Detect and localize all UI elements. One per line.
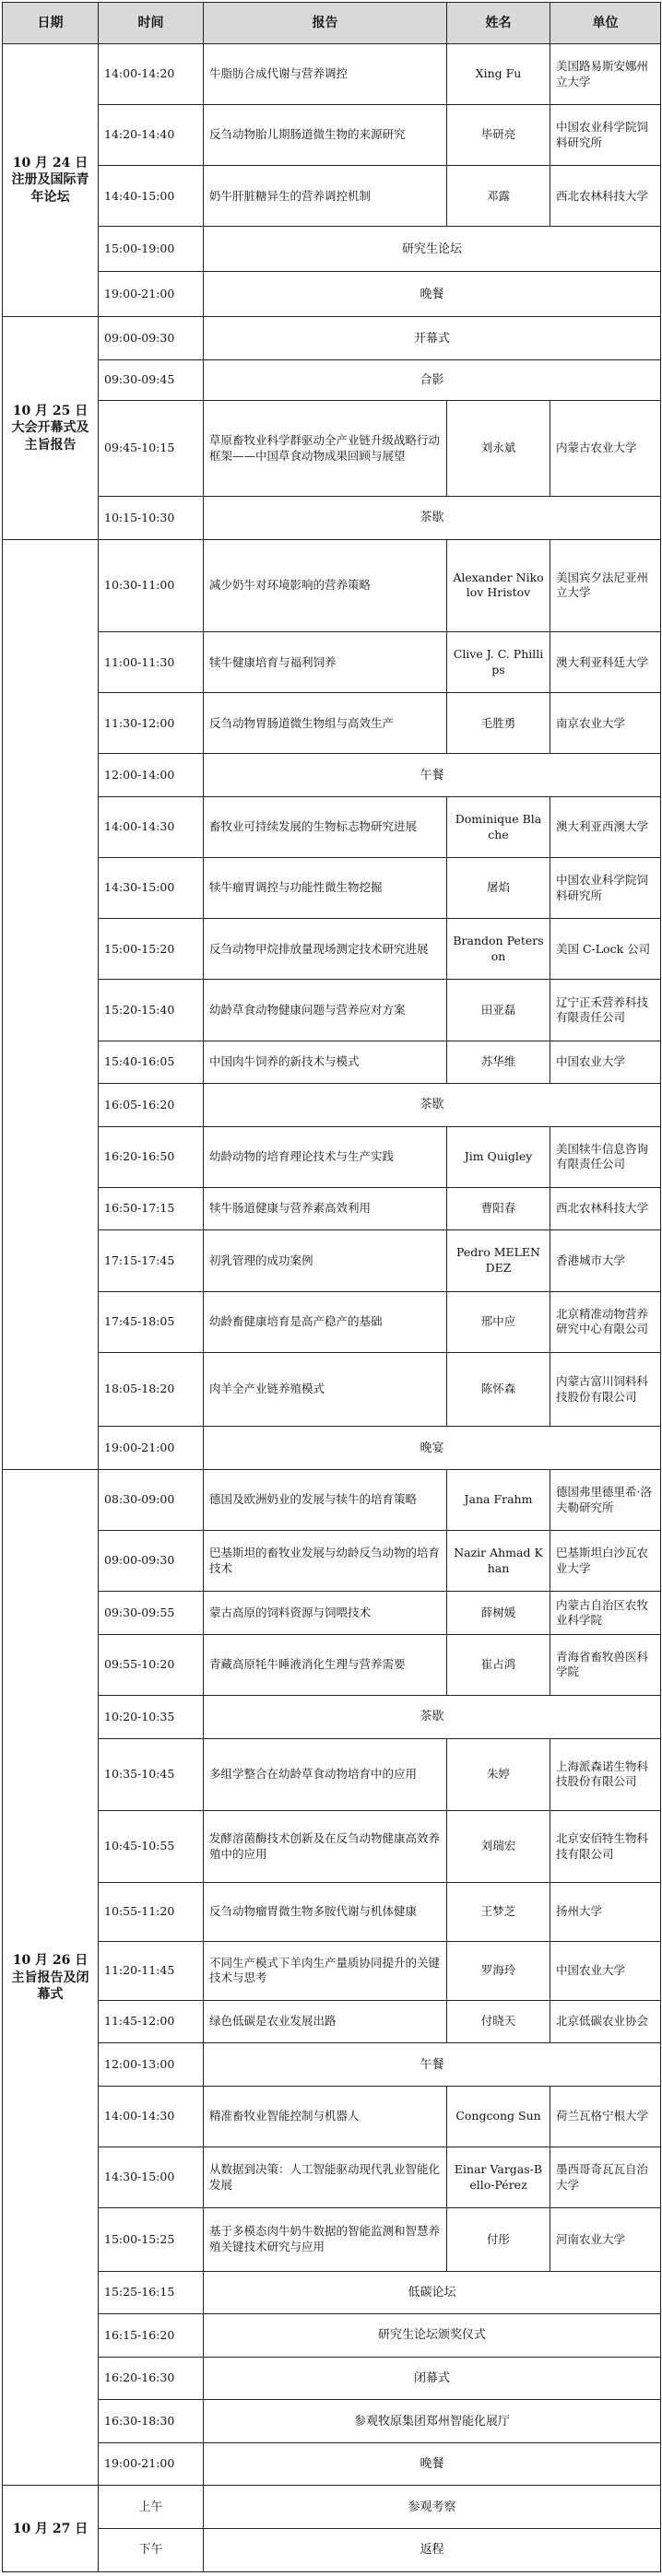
schedule-row xyxy=(3,1352,661,1427)
speaker-unit: 河南农业大学 xyxy=(550,2208,661,2272)
report-title: 绿色低碳是农业发展出路 xyxy=(204,2000,447,2043)
speaker-name: Jim Quigley xyxy=(447,1126,550,1187)
session-break-row xyxy=(3,2486,661,2529)
time-cell: 15:20-15:40 xyxy=(99,980,204,1041)
report-title: 减少奶牛对环境影响的营养策略 xyxy=(204,539,447,631)
report-title: 犊牛肠道健康与营养素高效利用 xyxy=(204,1187,447,1230)
session-break-row xyxy=(3,272,661,317)
time-cell: 11:30-12:00 xyxy=(99,693,204,754)
session-break-row xyxy=(3,2442,661,2486)
speaker-name: 王梦芝 xyxy=(447,1883,550,1942)
speaker-name: 朱婷 xyxy=(447,1738,550,1810)
time-cell: 10:30-11:00 xyxy=(99,539,204,631)
day-label xyxy=(3,539,99,1469)
speaker-name: 田亚磊 xyxy=(447,980,550,1041)
header-time: 时间 xyxy=(99,3,204,44)
session-break-row xyxy=(3,2314,661,2358)
speaker-unit: 美国 C-Lock 公司 xyxy=(550,919,661,980)
time-cell: 14:40-15:00 xyxy=(99,166,204,227)
speaker-unit: 青海省畜牧兽医科学院 xyxy=(550,1634,661,1695)
report-title: 多组学整合在幼龄草食动物培育中的应用 xyxy=(204,1738,447,1810)
time-cell: 18:05-18:20 xyxy=(99,1352,204,1427)
time-cell: 上午 xyxy=(99,2486,204,2529)
report-title: 犊牛健康培育与福利饲养 xyxy=(204,632,447,693)
session-break: 参观考察 xyxy=(204,2486,661,2529)
time-cell: 下午 xyxy=(99,2529,204,2572)
schedule-row xyxy=(3,1126,661,1187)
speaker-name: 付彤 xyxy=(447,2208,550,2272)
schedule-row xyxy=(3,1187,661,1230)
time-cell: 11:20-11:45 xyxy=(99,1942,204,2001)
schedule-row xyxy=(3,1470,661,1531)
speaker-unit: 北京精准动物营养研究中心有限公司 xyxy=(550,1291,661,1352)
time-cell: 17:45-18:05 xyxy=(99,1291,204,1352)
speaker-unit: 西北农林科技大学 xyxy=(550,1187,661,1230)
speaker-unit: 西北农林科技大学 xyxy=(550,166,661,227)
report-title: 反刍动物甲烷排放量现场测定技术研究进展 xyxy=(204,919,447,980)
session-break: 闭幕式 xyxy=(204,2357,661,2400)
schedule-row xyxy=(3,1942,661,2001)
speaker-unit: 内蒙古富川饲料科技股份有限公司 xyxy=(550,1352,661,1427)
report-title: 反刍动物胎儿期肠道微生物的来源研究 xyxy=(204,105,447,166)
report-title: 基于多模态肉牛奶牛数据的智能监测和智慧养殖关键技术研究与应用 xyxy=(204,2208,447,2272)
session-break-row xyxy=(3,1427,661,1470)
time-cell: 15:00-19:00 xyxy=(99,227,204,272)
schedule-row xyxy=(3,105,661,166)
report-title: 畜牧业可持续发展的生物标志物研究进展 xyxy=(204,797,447,858)
session-break: 午餐 xyxy=(204,2043,661,2087)
time-cell: 15:40-16:05 xyxy=(99,1041,204,1084)
speaker-unit: 美国犊牛信息咨询有限责任公司 xyxy=(550,1126,661,1187)
schedule-row xyxy=(3,2086,661,2147)
time-cell: 19:00-21:00 xyxy=(99,1427,204,1470)
speaker-unit: 中国农业科学院饲料研究所 xyxy=(550,858,661,919)
session-break-row xyxy=(3,2043,661,2087)
speaker-name: Clive J. C. Phillips xyxy=(447,632,550,693)
time-cell: 15:25-16:15 xyxy=(99,2271,204,2314)
time-cell: 15:00-15:25 xyxy=(99,2208,204,2272)
session-break-row xyxy=(3,497,661,540)
speaker-unit: 荷兰瓦格宁根大学 xyxy=(550,2086,661,2147)
session-break: 开幕式 xyxy=(204,317,661,360)
schedule-row xyxy=(3,858,661,919)
time-cell: 14:30-15:00 xyxy=(99,858,204,919)
schedule-row xyxy=(3,980,661,1041)
speaker-name: Einar Vargas-Bello-Pérez xyxy=(447,2147,550,2208)
speaker-name: Pedro MELENDEZ xyxy=(447,1230,550,1291)
header-name: 姓名 xyxy=(447,3,550,44)
schedule-row xyxy=(3,1634,661,1695)
schedule-row xyxy=(3,1810,661,1882)
time-cell: 10:45-10:55 xyxy=(99,1810,204,1882)
speaker-unit: 中国农业大学 xyxy=(550,1942,661,2001)
report-title: 精准畜牧业智能控制与机器人 xyxy=(204,2086,447,2147)
report-title: 牛脂肪合成代谢与营养调控 xyxy=(204,44,447,105)
schedule-row xyxy=(3,693,661,754)
report-title: 草原畜牧业科学群驱动全产业链升级战略行动框架——中国草食动物成果回顾与展望 xyxy=(204,401,447,497)
speaker-unit: 巴基斯坦白沙瓦农业大学 xyxy=(550,1531,661,1592)
day-label: 10 月 27 日 xyxy=(3,2486,99,2572)
time-cell: 09:55-10:20 xyxy=(99,1634,204,1695)
time-cell: 12:00-14:00 xyxy=(99,754,204,797)
report-title: 反刍动物胃肠道微生物组与高效生产 xyxy=(204,693,447,754)
report-title: 青藏高原牦牛睡液消化生理与营养需要 xyxy=(204,1634,447,1695)
time-cell: 09:45-10:15 xyxy=(99,401,204,497)
speaker-name: 刘永斌 xyxy=(447,401,550,497)
session-break: 晚餐 xyxy=(204,272,661,317)
day-label: 10 月 24 日注册及国际青年论坛 xyxy=(3,44,99,317)
schedule-row xyxy=(3,797,661,858)
session-break: 午餐 xyxy=(204,754,661,797)
session-break: 研究生论坛颁奖仪式 xyxy=(204,2314,661,2358)
session-break-row xyxy=(3,2400,661,2443)
schedule-row xyxy=(3,2000,661,2043)
schedule-table xyxy=(2,2,661,2572)
session-break: 茶歇 xyxy=(204,1696,661,1739)
speaker-name: 陈怀森 xyxy=(447,1352,550,1427)
time-cell: 14:20-14:40 xyxy=(99,105,204,166)
schedule-row xyxy=(3,1531,661,1592)
speaker-name: 曹阳春 xyxy=(447,1187,550,1230)
time-cell: 16:20-16:30 xyxy=(99,2357,204,2400)
schedule-row xyxy=(3,632,661,693)
header-row xyxy=(3,3,661,44)
speaker-unit: 内蒙古自治区农牧业科学院 xyxy=(550,1592,661,1635)
report-title: 德国及欧洲奶业的发展与犊牛的培育策略 xyxy=(204,1470,447,1531)
speaker-name: 刘瑞宏 xyxy=(447,1810,550,1882)
speaker-unit: 中国农业科学院饲料研究所 xyxy=(550,105,661,166)
report-title: 反刍动物瘤胃微生物多胺代谢与机体健康 xyxy=(204,1883,447,1942)
report-title: 肉羊全产业链养殖模式 xyxy=(204,1352,447,1427)
session-break-row xyxy=(3,2357,661,2400)
time-cell: 11:00-11:30 xyxy=(99,632,204,693)
session-break-row xyxy=(3,754,661,797)
session-break-row xyxy=(3,2529,661,2572)
session-break-row xyxy=(3,2271,661,2314)
speaker-name: 苏华维 xyxy=(447,1041,550,1084)
schedule-row xyxy=(3,166,661,227)
schedule-row xyxy=(3,1291,661,1352)
session-break: 茶歇 xyxy=(204,1084,661,1127)
session-break: 研究生论坛 xyxy=(204,227,661,272)
session-break: 返程 xyxy=(204,2529,661,2572)
speaker-name: Brandon Peterson xyxy=(447,919,550,980)
time-cell: 10:20-10:35 xyxy=(99,1696,204,1739)
session-break: 茶歇 xyxy=(204,497,661,540)
schedule-row xyxy=(3,401,661,497)
speaker-unit: 澳大利亚西澳大学 xyxy=(550,797,661,858)
speaker-unit: 美国宾夕法尼亚州立大学 xyxy=(550,539,661,631)
speaker-name: 薛树媛 xyxy=(447,1592,550,1635)
report-title: 不同生产模式下羊肉生产量质协同提升的关键技术与思考 xyxy=(204,1942,447,2001)
speaker-name: 毕研亮 xyxy=(447,105,550,166)
speaker-unit: 美国路易斯安娜州立大学 xyxy=(550,44,661,105)
time-cell: 16:30-18:30 xyxy=(99,2400,204,2443)
day-label: 10 月 26 日主旨报告及闭幕式 xyxy=(3,1470,99,2486)
time-cell: 12:00-13:00 xyxy=(99,2043,204,2087)
time-cell: 09:00-09:30 xyxy=(99,317,204,360)
report-title: 中国肉牛饲养的新技术与模式 xyxy=(204,1041,447,1084)
report-title: 初乳管理的成功案例 xyxy=(204,1230,447,1291)
time-cell: 16:15-16:20 xyxy=(99,2314,204,2358)
speaker-unit: 北京低碳农业协会 xyxy=(550,2000,661,2043)
time-cell: 16:05-16:20 xyxy=(99,1084,204,1127)
speaker-unit: 德国弗里德里希·洛夫勒研究所 xyxy=(550,1470,661,1531)
schedule-row xyxy=(3,919,661,980)
speaker-unit: 内蒙古农业大学 xyxy=(550,401,661,497)
day-label: 10 月 25 日大会开幕式及主旨报告 xyxy=(3,317,99,539)
session-break: 参观牧原集团郑州智能化展厅 xyxy=(204,2400,661,2443)
time-cell: 14:00-14:30 xyxy=(99,797,204,858)
time-cell: 10:35-10:45 xyxy=(99,1738,204,1810)
report-title: 犊牛瘤胃调控与功能性微生物挖掘 xyxy=(204,858,447,919)
session-break-row xyxy=(3,317,661,360)
speaker-unit: 墨西哥奇瓦瓦自治大学 xyxy=(550,2147,661,2208)
session-break-row xyxy=(3,227,661,272)
time-cell: 15:00-15:20 xyxy=(99,919,204,980)
report-title: 幼龄动物的培育理论技术与生产实践 xyxy=(204,1126,447,1187)
session-break-row xyxy=(3,1696,661,1739)
report-title: 奶牛肝脏糖异生的营养调控机制 xyxy=(204,166,447,227)
speaker-unit: 上海派森诺生物科技股份有限公司 xyxy=(550,1738,661,1810)
time-cell: 14:30-15:00 xyxy=(99,2147,204,2208)
speaker-name: 邓露 xyxy=(447,166,550,227)
time-cell: 16:50-17:15 xyxy=(99,1187,204,1230)
schedule-row xyxy=(3,1041,661,1084)
report-title: 幼龄草食动物健康问题与营养应对方案 xyxy=(204,980,447,1041)
speaker-name: 毛胜勇 xyxy=(447,693,550,754)
time-cell: 09:30-09:45 xyxy=(99,359,204,400)
schedule-row xyxy=(3,2147,661,2208)
header-unit: 单位 xyxy=(550,3,661,44)
time-cell: 16:20-16:50 xyxy=(99,1126,204,1187)
header-report: 报告 xyxy=(204,3,447,44)
speaker-unit: 北京安佰特生物科技有限公司 xyxy=(550,1810,661,1882)
speaker-unit: 辽宁正禾营养科技有限责任公司 xyxy=(550,980,661,1041)
speaker-unit: 澳大利亚科廷大学 xyxy=(550,632,661,693)
speaker-unit: 中国农业大学 xyxy=(550,1041,661,1084)
time-cell: 08:30-09:00 xyxy=(99,1470,204,1531)
session-break: 晚宴 xyxy=(204,1427,661,1470)
session-break: 合影 xyxy=(204,359,661,400)
report-title: 蒙古高原的饲料资源与饲喂技术 xyxy=(204,1592,447,1635)
report-title: 从数据到决策：人工智能驱动现代乳业智能化发展 xyxy=(204,2147,447,2208)
session-break: 晚餐 xyxy=(204,2442,661,2486)
speaker-name: 屠焰 xyxy=(447,858,550,919)
time-cell: 11:45-12:00 xyxy=(99,2000,204,2043)
speaker-name: Congcong Sun xyxy=(447,2086,550,2147)
speaker-name: 付晓天 xyxy=(447,2000,550,2043)
time-cell: 17:15-17:45 xyxy=(99,1230,204,1291)
time-cell: 10:15-10:30 xyxy=(99,497,204,540)
schedule-row xyxy=(3,44,661,105)
time-cell: 10:55-11:20 xyxy=(99,1883,204,1942)
speaker-name: Alexander Nikolov Hristov xyxy=(447,539,550,631)
schedule-row xyxy=(3,1592,661,1635)
schedule-row xyxy=(3,1230,661,1291)
speaker-name: 邢中应 xyxy=(447,1291,550,1352)
schedule-body xyxy=(3,44,661,2572)
speaker-name: 罗海玲 xyxy=(447,1942,550,2001)
speaker-unit: 扬州大学 xyxy=(550,1883,661,1942)
time-cell: 09:00-09:30 xyxy=(99,1531,204,1592)
time-cell: 19:00-21:00 xyxy=(99,2442,204,2486)
speaker-name: 崔占鸿 xyxy=(447,1634,550,1695)
speaker-name: Xing Fu xyxy=(447,44,550,105)
time-cell: 14:00-14:30 xyxy=(99,2086,204,2147)
speaker-name: Dominique Blache xyxy=(447,797,550,858)
time-cell: 09:30-09:55 xyxy=(99,1592,204,1635)
time-cell: 19:00-21:00 xyxy=(99,272,204,317)
schedule-row xyxy=(3,539,661,631)
speaker-name: Jana Frahm xyxy=(447,1470,550,1531)
session-break-row xyxy=(3,359,661,400)
time-cell: 14:00-14:20 xyxy=(99,44,204,105)
report-title: 发酵溶菌酶技术创新及在反刍动物健康高效养殖中的应用 xyxy=(204,1810,447,1882)
schedule-row xyxy=(3,1883,661,1942)
schedule-row xyxy=(3,1738,661,1810)
session-break-row xyxy=(3,1084,661,1127)
speaker-unit: 香港城市大学 xyxy=(550,1230,661,1291)
speaker-unit: 南京农业大学 xyxy=(550,693,661,754)
header-date: 日期 xyxy=(3,3,99,44)
session-break: 低碳论坛 xyxy=(204,2271,661,2314)
schedule-row xyxy=(3,2208,661,2272)
speaker-name: Nazir Ahmad Khan xyxy=(447,1531,550,1592)
report-title: 幼龄畜健康培育是高产稳产的基础 xyxy=(204,1291,447,1352)
report-title: 巴基斯坦的畜牧业发展与幼龄反刍动物的培育技术 xyxy=(204,1531,447,1592)
